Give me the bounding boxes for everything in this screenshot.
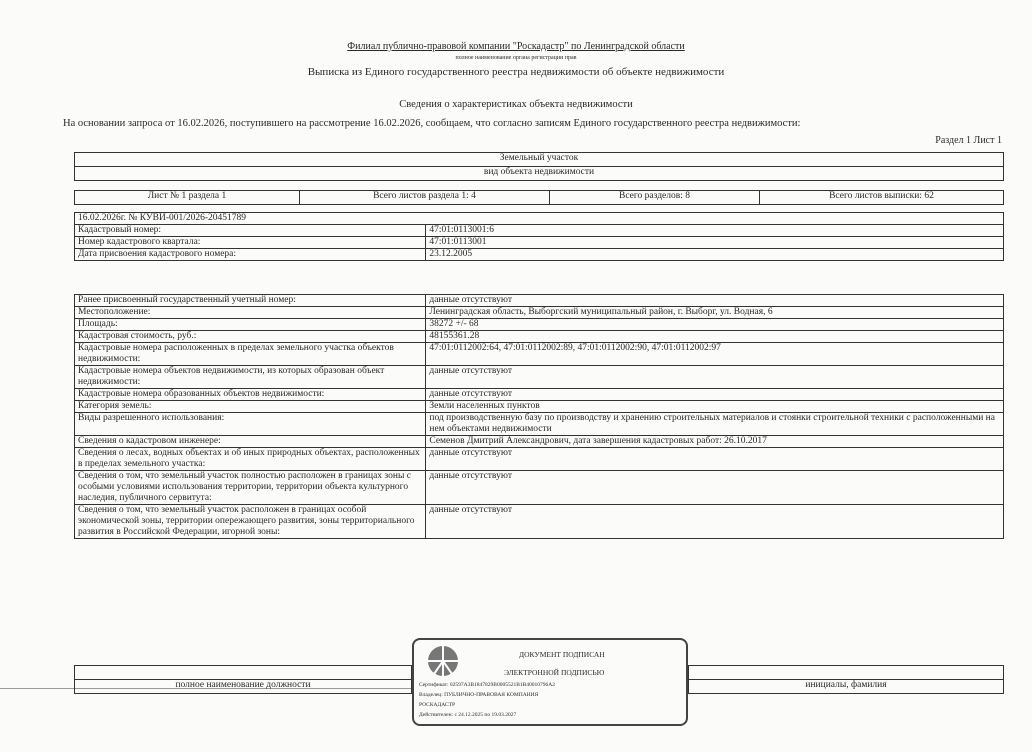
sheet-number: Лист № 1 раздела 1 <box>75 191 300 205</box>
e-signature-stamp <box>412 638 688 726</box>
row-value: Семенов Дмитрий Александрович, дата завершения кадастровых работ: 26.10.2017 <box>426 436 1004 448</box>
doc-subtitle: Сведения о характеристиках объекта недвижимости <box>399 99 633 110</box>
org-name: Филиал публично-правовой компании "Роскадастр" по Ленинградской области <box>347 41 685 52</box>
row-value: данные отсутствуют <box>426 295 1004 307</box>
doc-title: Выписка из Единого государственного реестра недвижимости об объекте недвижимости <box>307 66 725 78</box>
row-label: Кадастровый номер: <box>75 225 426 237</box>
row-value: данные отсутствуют <box>426 505 1004 539</box>
sections-total: Всего разделов: 8 <box>550 191 760 205</box>
row-label: Кадастровые номера расположенных в пределах земельного участка объектов недвижимости: <box>75 343 426 366</box>
row-label: Сведения о том, что земельный участок расположен в границах особой экономической зоны, территории опережающего развития, зоны территориального развития в Российской Федерации, игорной зоны: <box>75 505 426 539</box>
row-label: Виды разрешенного использования: <box>75 413 426 436</box>
table-row <box>75 436 1004 448</box>
cadastral-number: 47:01:0113001:6 <box>426 225 1004 237</box>
table-row <box>75 505 1004 539</box>
row-label: Дата присвоения кадастрового номера: <box>75 249 426 261</box>
row-value: 38272 +/- 68 <box>426 319 1004 331</box>
row-label: Кадастровая стоимость, руб.: <box>75 331 426 343</box>
object-type-caption: вид объекта недвижимости <box>75 167 1004 181</box>
extract-number: 16.02.2026г. № КУВИ-001/2026-20451789 <box>75 213 1004 225</box>
table-row <box>75 343 1004 366</box>
stamp-valid: Действителен: с 24.12.2025 по 19.03.2027 <box>419 712 517 718</box>
stamp-owner2: РОСКАДАСТР <box>419 702 456 708</box>
org-caption: полное наименование органа регистрации прав <box>455 55 577 61</box>
row-label: Кадастровые номера объектов недвижимости, из которых образован объект недвижимости: <box>75 366 426 389</box>
position-caption: полное наименование должности <box>75 680 412 694</box>
table-row <box>75 366 1004 389</box>
table-row <box>75 307 1004 319</box>
row-label: Местоположение: <box>75 307 426 319</box>
assignment-date: 23.12.2005 <box>426 249 1004 261</box>
rosreestr-emblem-icon <box>426 644 460 678</box>
table-row <box>75 401 1004 413</box>
row-label: Ранее присвоенный государственный учетный номер: <box>75 295 426 307</box>
row-value: данные отсутствуют <box>426 448 1004 471</box>
row-value: 48155361.28 <box>426 331 1004 343</box>
name-caption: инициалы, фамилия <box>689 680 1004 694</box>
table-row <box>75 331 1004 343</box>
table-row <box>75 448 1004 471</box>
row-label: Сведения о лесах, водных объектах и об иных природных объектах, расположенных в пределах земельного участка: <box>75 448 426 471</box>
row-value: данные отсутствуют <box>426 366 1004 389</box>
row-label: Кадастровые номера образованных объектов недвижимости: <box>75 389 426 401</box>
quarter-number: 47:01:0113001 <box>426 237 1004 249</box>
object-type: Земельный участок <box>75 153 1004 167</box>
stamp-owner: Владелец: ПУБЛИЧНО-ПРАВОВАЯ КОМПАНИЯ <box>419 692 539 698</box>
row-label: Номер кадастрового квартала: <box>75 237 426 249</box>
sheets-in-section: Всего листов раздела 1: 4 <box>300 191 550 205</box>
stamp-line1: ДОКУМЕНТ ПОДПИСАН <box>519 650 605 659</box>
sheets-total: Всего листов выписки: 62 <box>760 191 1004 205</box>
table-row <box>75 413 1004 436</box>
table-row <box>75 319 1004 331</box>
row-label: Сведения о том, что земельный участок полностью расположен в границах зоны с особыми условиями использования территории, территории объекта культурного наследия, публичного сервитута: <box>75 471 426 505</box>
row-value: Ленинградская область, Выборгский муниципальный район, г. Выборг, ул. Водная, 6 <box>426 307 1004 319</box>
row-label: Сведения о кадастровом инженере: <box>75 436 426 448</box>
row-label: Категория земель: <box>75 401 426 413</box>
ident-table <box>74 212 1004 261</box>
row-value: данные отсутствуют <box>426 471 1004 505</box>
row-value: 47:01:0112002:64, 47:01:0112002:89, 47:01:0112002:90, 47:01:0112002:97 <box>426 343 1004 366</box>
row-value: под производственную базу по производству и хранению строительных материалов и стоянки строительной техники с расположенными на нем объектами недвижимости <box>426 413 1004 436</box>
object-type-table <box>74 152 1004 181</box>
row-value: Земли населенных пунктов <box>426 401 1004 413</box>
sheets-table <box>74 190 1004 205</box>
table-row <box>75 389 1004 401</box>
table-row <box>75 471 1004 505</box>
stamp-cert: Сертификат: 02597A3B1847829B0005521B1B40010796A2 <box>419 682 556 688</box>
basis-text: На основании запроса от 16.02.2026, поступившего на рассмотрение 16.02.2026, сообщаем, что согласно записям Единого государственного реестра недвижимости: <box>63 118 801 129</box>
table-row <box>75 295 1004 307</box>
row-value: данные отсутствуют <box>426 389 1004 401</box>
stamp-line2: ЭЛЕКТРОННОЙ ПОДПИСЬЮ <box>504 668 605 677</box>
row-label: Площадь: <box>75 319 426 331</box>
characteristics-table <box>74 294 1004 539</box>
section-label: Раздел 1 Лист 1 <box>935 135 1002 146</box>
